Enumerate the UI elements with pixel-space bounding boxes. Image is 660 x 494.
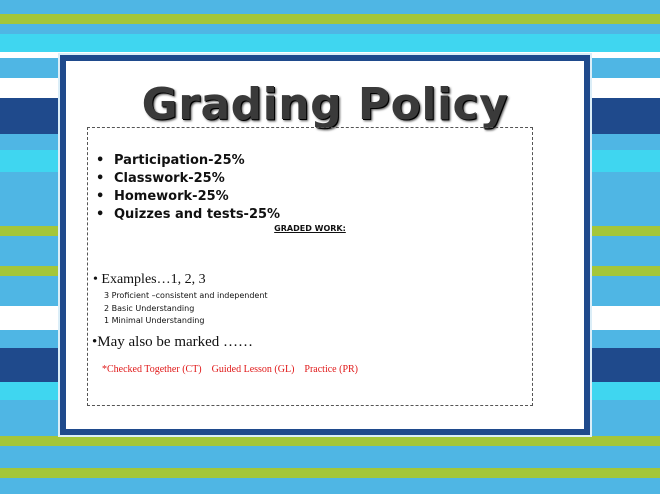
weight-list xyxy=(96,152,280,224)
bullet-icon: • xyxy=(96,171,105,186)
weight-item-classwork: Classwork-25% xyxy=(114,171,225,186)
slide-card xyxy=(60,55,590,435)
weight-item-homework: Homework-25% xyxy=(114,189,229,204)
level-item-2: 2 Basic Understanding xyxy=(104,303,195,313)
list-item xyxy=(96,152,280,170)
slide-title: Grading Policy xyxy=(141,79,509,130)
level-item-3: 3 Proficient –consistent and independent xyxy=(104,291,268,300)
stripe xyxy=(0,34,660,52)
level-list xyxy=(104,290,268,328)
examples-line: • Examples…1, 2, 3 xyxy=(93,272,206,287)
bullet-icon: • xyxy=(96,207,105,222)
level-item-1: 1 Minimal Understanding xyxy=(104,316,205,325)
bullet-icon: • xyxy=(96,189,105,204)
stripe xyxy=(0,0,660,14)
marked-line: •May also be marked …… xyxy=(92,334,254,350)
stripe xyxy=(0,468,660,478)
weight-item-quizzes: Quizzes and tests-25% xyxy=(114,207,281,222)
bullet-icon: • xyxy=(96,153,105,168)
list-item xyxy=(96,170,280,188)
stripe xyxy=(0,478,660,494)
stripe xyxy=(0,436,660,446)
stripe xyxy=(0,14,660,24)
code-checked-together: *Checked Together (CT) xyxy=(102,364,202,375)
weight-item-participation: Participation-25% xyxy=(114,153,245,168)
stripe xyxy=(0,24,660,34)
code-practice: Practice (PR) xyxy=(304,364,358,375)
graded-work-heading: GRADED WORK: xyxy=(274,224,346,233)
stripe xyxy=(0,446,660,468)
content-box xyxy=(87,127,533,406)
code-guided-lesson: Guided Lesson (GL) xyxy=(211,364,295,375)
list-item xyxy=(96,206,280,224)
list-item xyxy=(96,188,280,206)
mark-codes xyxy=(102,364,358,375)
